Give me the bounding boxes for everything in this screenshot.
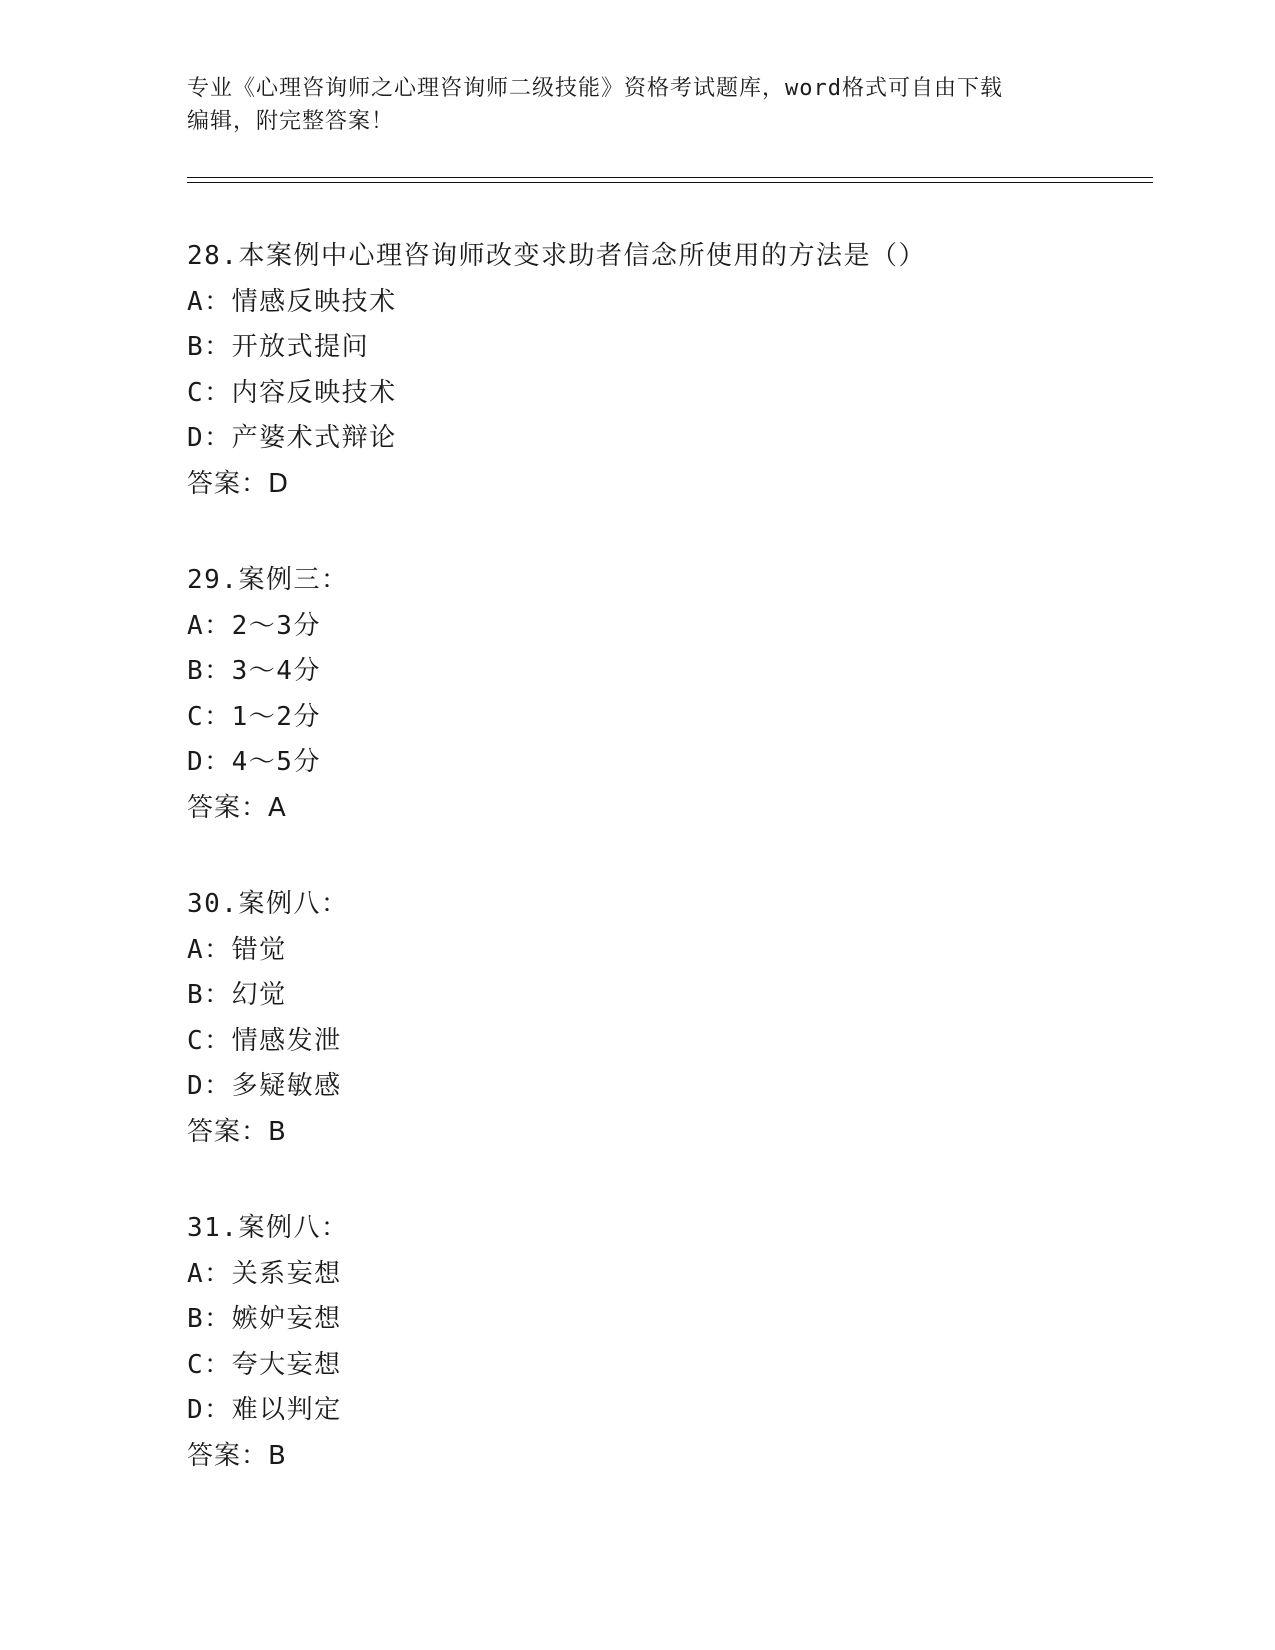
answer: 答案：B [187, 1440, 287, 1471]
option-d: D：多疑敏感 [187, 1071, 342, 1101]
option-a: A：2～3分 [187, 610, 321, 641]
option-d: D：难以判定 [187, 1395, 342, 1425]
question-stem: 29.案例三： [187, 565, 349, 595]
header-line-1: 专业《心理咨询师之心理咨询师二级技能》资格考试题库，word格式可自由下载 [187, 76, 1003, 101]
header-divider-bottom [187, 182, 1153, 183]
question-31 [187, 1206, 1137, 1479]
question-stem: 30.案例八： [187, 889, 349, 919]
option-b: B：开放式提问 [187, 332, 370, 362]
option-d: D：4～5分 [187, 747, 321, 777]
option-b: B：幻觉 [187, 980, 287, 1010]
header-divider-top [187, 177, 1153, 178]
question-stem: 28.本案例中心理咨询师改变求助者信念所使用的方法是（） [187, 241, 926, 271]
option-a: A：情感反映技术 [187, 286, 397, 317]
option-b: B：嫉妒妄想 [187, 1304, 342, 1334]
question-30 [187, 882, 1137, 1155]
option-b: B：3～4分 [187, 656, 321, 686]
answer: 答案：D [187, 468, 290, 499]
answer: 答案：B [187, 1116, 287, 1147]
answer: 答案：A [187, 792, 287, 823]
option-c: C：夸大妄想 [187, 1349, 342, 1380]
document-header [187, 72, 1087, 138]
question-28 [187, 234, 1137, 507]
question-stem: 31.案例八： [187, 1213, 349, 1243]
option-d: D：产婆术式辩论 [187, 423, 397, 453]
option-c: C：内容反映技术 [187, 377, 397, 408]
option-c: C：1～2分 [187, 701, 321, 732]
option-a: A：关系妄想 [187, 1258, 342, 1289]
question-list [187, 234, 1137, 1530]
option-c: C：情感发泄 [187, 1025, 342, 1056]
option-a: A：错觉 [187, 934, 287, 965]
header-line-2: 编辑，附完整答案！ [187, 109, 395, 134]
question-29 [187, 558, 1137, 831]
